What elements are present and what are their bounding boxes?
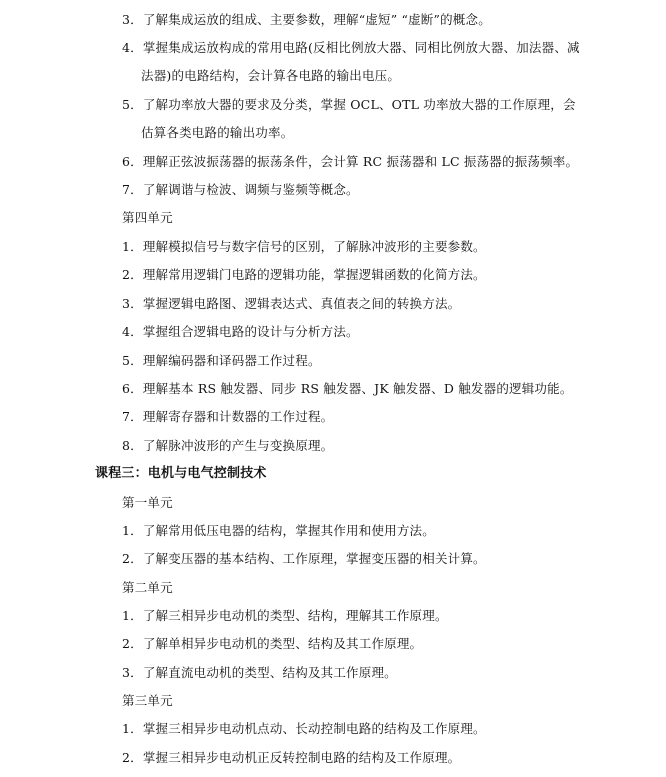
item-text: 掌握组合逻辑电路的设计与分析方法。	[142, 324, 359, 339]
item-text: 了解单相异步电动机的类型、结构及其工作原理。	[142, 636, 423, 651]
item-text: 了解直流电动机的类型、结构及其工作原理。	[142, 665, 397, 680]
list-item	[122, 12, 491, 28]
item-text: 理解正弦波振荡器的振荡条件，会计算 RC 振荡器和 LC 振荡器的振荡频率。	[142, 154, 579, 169]
item-text: 掌握三相异步电动机正反转控制电路的结构及工作原理。	[142, 750, 461, 765]
item-text: 了解功率放大器的要求及分类，掌握 OCL、OTL 功率放大器的工作原理，会	[142, 97, 576, 112]
item-number: 2．	[122, 636, 143, 651]
list-item	[122, 182, 359, 198]
list-item	[122, 665, 397, 681]
item-number: 7．	[122, 409, 143, 424]
item-number: 4．	[122, 40, 143, 55]
item-text: 理解基本 RS 触发器、同步 RS 触发器、JK 触发器、D 触发器的逻辑功能。	[142, 381, 573, 396]
item-number: 2．	[122, 750, 143, 765]
list-item	[122, 296, 460, 312]
item-text: 了解三相异步电动机的类型、结构，理解其工作原理。	[142, 608, 448, 623]
list-item	[122, 97, 576, 113]
item-number: 6．	[122, 154, 143, 169]
item-text: 了解脉冲波形的产生与变换原理。	[142, 438, 334, 453]
list-item	[122, 324, 359, 340]
list-item	[122, 409, 333, 425]
list-item	[122, 239, 486, 255]
unit-title: 第二单元	[122, 580, 173, 595]
item-text: 理解寄存器和计数器的工作过程。	[142, 409, 334, 424]
item-text: 了解调谐与检波、调频与鉴频等概念。	[142, 182, 359, 197]
item-number: 7．	[122, 182, 143, 197]
item-number: 3．	[122, 665, 143, 680]
list-item	[122, 154, 578, 170]
item-text: 掌握逻辑电路图、逻辑表达式、真值表之间的转换方法。	[142, 296, 461, 311]
item-number: 4．	[122, 324, 143, 339]
item-number: 6．	[122, 381, 143, 396]
list-item	[122, 608, 448, 624]
list-item	[122, 353, 321, 369]
item-number: 8．	[122, 438, 143, 453]
item-number: 2．	[122, 551, 143, 566]
item-number: 1．	[122, 721, 143, 736]
item-number: 3．	[122, 296, 143, 311]
list-item	[122, 438, 333, 454]
unit-title: 第三单元	[122, 693, 173, 708]
item-number: 5．	[122, 97, 143, 112]
list-item	[122, 551, 486, 567]
list-item	[122, 40, 580, 56]
item-number: 1．	[122, 523, 143, 538]
item-number: 1．	[122, 608, 143, 623]
item-number: 1．	[122, 239, 143, 254]
list-item	[122, 636, 422, 652]
item-number: 3．	[122, 12, 143, 27]
item-number: 5．	[122, 353, 143, 368]
item-text: 了解常用低压电器的结构，掌握其作用和使用方法。	[142, 523, 435, 538]
item-text: 理解模拟信号与数字信号的区别，了解脉冲波形的主要参数。	[142, 239, 486, 254]
item-text: 理解常用逻辑门电路的逻辑功能，掌握逻辑函数的化简方法。	[142, 267, 486, 282]
list-item	[122, 721, 486, 737]
list-item	[122, 381, 573, 397]
unit-title: 第一单元	[122, 495, 173, 510]
list-item	[122, 750, 460, 766]
list-item	[122, 523, 435, 539]
item-text: 掌握集成运放构成的常用电路(反相比例放大器、同相比例放大器、加法器、减	[142, 40, 580, 55]
item-text: 了解变压器的基本结构、工作原理，掌握变压器的相关计算。	[142, 551, 486, 566]
item-number: 2．	[122, 267, 143, 282]
item-text: 了解集成运放的组成、主要参数，理解“虚短” “虚断”的概念。	[142, 12, 491, 27]
course-heading: 课程三：电机与电气控制技术	[95, 466, 267, 481]
unit-title: 第四单元	[122, 210, 173, 225]
list-item-continuation: 估算各类电路的输出功率。	[141, 125, 294, 140]
list-item	[122, 267, 486, 283]
item-text: 理解编码器和译码器工作过程。	[142, 353, 321, 368]
item-text: 掌握三相异步电动机点动、长动控制电路的结构及工作原理。	[142, 721, 486, 736]
list-item-continuation: 法器)的电路结构，会计算各电路的输出电压。	[141, 68, 401, 83]
